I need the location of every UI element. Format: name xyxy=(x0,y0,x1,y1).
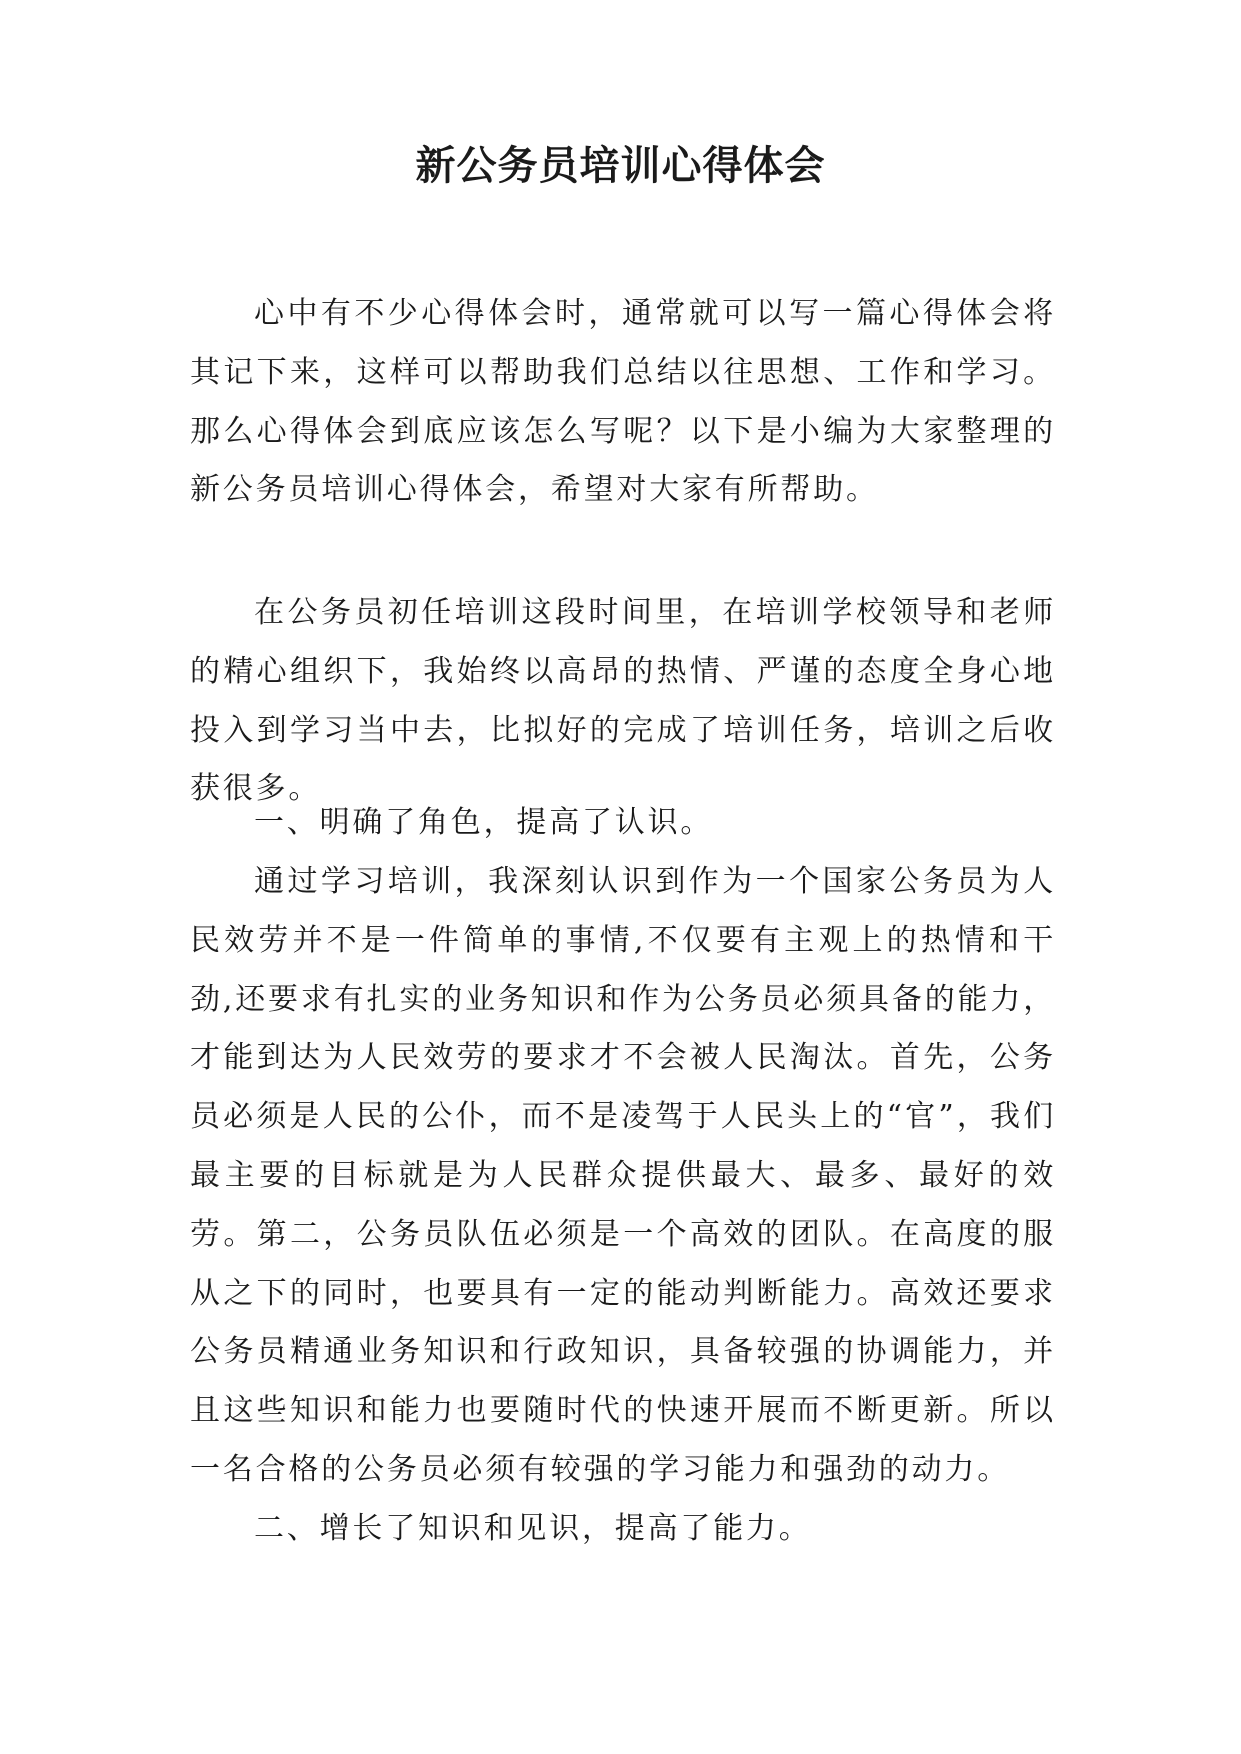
section-heading-1: 一、明确了角色，提高了认识。 xyxy=(254,805,714,840)
opening-paragraph: 在公务员初任培训这段时间里，在培训学校领导和老师的精心组织下，我始终以高昂的热情、严谨的态度全身心地投入到学习当中去，比拟好的完成了培训任务，培训之后收获很多。 xyxy=(190,595,1056,807)
section-1-body: 通过学习培训，我深刻认识到作为一个国家公务员为人民效劳并不是一件简单的事情,不仅要有主观上的热情和干劲,还要求有扎实的业务知识和作为公务员必须具备的能力，才能到达为人民效劳的要求才不会被人民淘汰。首先，公务员必须是人民的公仆，而不是凌驾于人民头上的“官”，我们最主要的目标就是为人民群众提供最大、最多、最好的效劳。第二，公务员队伍必须是一个高效的团队。在高度的服从之下的同时，也要具有一定的能动判断能力。高效还要求公务员精通业务知识和行政知识，具备较强的协调能力，并且这些知识和能力也要随时代的快速开展而不断更新。所以一名合格的公务员必须有较强的学习能力和强劲的动力。 xyxy=(190,864,1056,1487)
document-title: 新公务员培训心得体会 xyxy=(415,142,826,189)
section-heading-2: 二、增长了知识和见识，提高了能力。 xyxy=(254,1511,812,1546)
intro-paragraph: 心中有不少心得体会时，通常就可以写一篇心得体会将其记下来，这样可以帮助我们总结以往思想、工作和学习。那么心得体会到底应该怎么写呢？以下是小编为大家整理的新公务员培训心得体会，希望对大家有所帮助。 xyxy=(190,296,1056,508)
